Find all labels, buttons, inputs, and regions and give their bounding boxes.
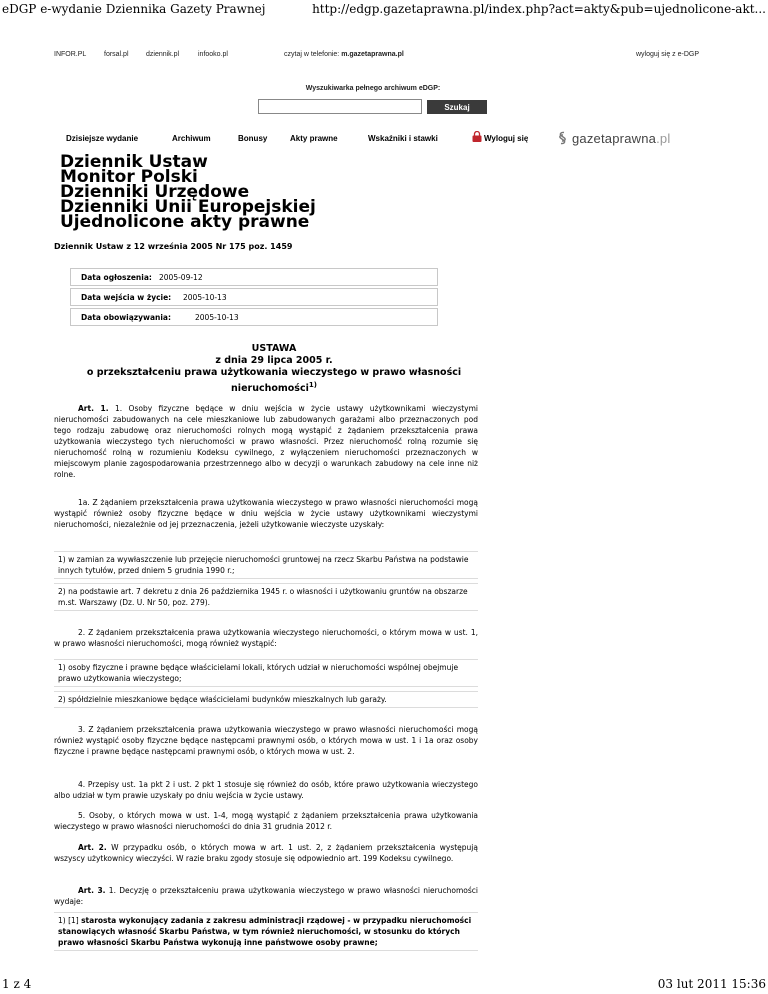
document-title: Dziennik Ustaw z 12 września 2005 Nr 175 poz. 1459 bbox=[54, 242, 293, 251]
art-1-par-1a-point-1 bbox=[54, 551, 478, 579]
art-1-body: 1. Osoby fizyczne będące w dniu wejścia w życie ustawy użytkownikami wieczystymi nieruchomości zabudowanych na cele mieszkaniowe lub zabudowanych garażami albo przeznaczonych pod tego rodzaju zabudowę oraz nieruchomości rolnych mogą wystąpić z żądaniem przekształcenia prawa użytkowania wieczystego tych nieruchomości w prawo własności. Przez nieruchomość rolną rozumie się nieruchomość rolną w rozumieniu Kodeksu cywilnego, z wyłączeniem nieruchomości przeznaczonych w miejscowym planie zagospodarowania przestrzennego albo w decyzji o warunkach zabudowy na cele inne niż rolne. bbox=[54, 404, 478, 479]
mobile-link-site: m.gazetaprawna.pl bbox=[341, 51, 404, 58]
point-text: 1) w zamian za wywłaszczenie lub przejęcie nieruchomości gruntowej na rzecz Skarbu Państwa na podstawie innych tytułów, przed dniem 5 grudnia 1990 r.; bbox=[58, 555, 469, 575]
art-1-label: Art. 1. bbox=[78, 404, 109, 413]
meta-validity-date bbox=[70, 308, 438, 326]
point-text: starosta wykonujący zadania z zakresu administracji rządowej - w przypadku nieruchomości stanowiących własność Skarbu Państwa, w tym również nieruchomości, w stosunku do których prawo własności Skarbu Państwa wykonują inne państwowe osoby prawne; bbox=[58, 916, 472, 947]
art-1-par-1a-point-2 bbox=[54, 583, 478, 611]
print-page-number: 1 z 4 bbox=[2, 977, 32, 991]
art-1-par-2-point-2 bbox=[54, 691, 478, 708]
gazetaprawna-logo[interactable] bbox=[556, 130, 671, 146]
art-1-par-4 bbox=[54, 779, 478, 801]
art-1-par-2 bbox=[54, 627, 478, 649]
print-header bbox=[0, 0, 768, 20]
section-link-dzienniki-ue[interactable]: Dzienniki Unii Europejskiej bbox=[60, 197, 316, 217]
meta-value: 2005-10-13 bbox=[195, 313, 239, 322]
point-prefix: 1) [1] bbox=[58, 916, 82, 925]
meta-effective-date bbox=[70, 288, 438, 306]
nav-todays-edition[interactable]: Dzisiejsze wydanie bbox=[66, 134, 139, 143]
nav-logout[interactable]: Wyloguj się bbox=[484, 134, 529, 143]
nav-archive[interactable]: Archiwum bbox=[172, 134, 211, 143]
link-forsal[interactable]: forsal.pl bbox=[104, 51, 129, 58]
point-text: 2) na podstawie art. 7 dekretu z dnia 26 października 1945 r. o własności i użytkowaniu gruntów na obszarze m.st. Warszawy (Dz. U. Nr 50, poz. 279). bbox=[58, 587, 468, 607]
act-type: USTAWA bbox=[251, 343, 297, 354]
act-title-line-1: o przekształceniu prawa użytkowania wieczystego w prawo własności bbox=[86, 367, 462, 378]
section-link-dziennik-ustaw[interactable]: Dziennik Ustaw bbox=[60, 152, 208, 172]
nav-indicators[interactable]: Wskaźniki i stawki bbox=[368, 134, 438, 143]
act-title-line-2 bbox=[0, 379, 548, 395]
act-date: z dnia 29 lipca 2005 r. bbox=[215, 355, 333, 366]
section-link-monitor-polski[interactable]: Monitor Polski bbox=[60, 167, 198, 187]
act-heading bbox=[0, 343, 548, 395]
art-1-par-4-text: 4. Przepisy ust. 1a pkt 2 i ust. 2 pkt 1 stosuje się również do osób, które prawo użytkowania wieczystego albo udział w tym prawie uzyskały po dniu wejścia w życie ustawy. bbox=[54, 780, 478, 800]
link-infor[interactable]: INFOR.PL bbox=[54, 51, 87, 58]
art-1-par-2-point-1 bbox=[54, 659, 478, 687]
mobile-link[interactable] bbox=[284, 51, 404, 58]
art-2-label: Art. 2. bbox=[78, 843, 107, 852]
print-datetime: 03 lut 2011 15:36 bbox=[657, 977, 766, 991]
art-1-par-3 bbox=[54, 724, 478, 757]
art-1-par-3-text: 3. Z żądaniem przekształcenia prawa użytkowania wieczystego w prawo własności nieruchomości mogą również wystąpić osoby fizyczne będące następcami prawnymi osób, o których mowa w ust. 1 i 1a oraz osoby fizyczne i prawne będące następcami prawnymi osób, o których mowa w ust. 2. bbox=[54, 725, 478, 756]
print-page-title: eDGP e-wydanie Dziennika Gazety Prawnej bbox=[2, 2, 266, 16]
print-footer bbox=[0, 974, 768, 994]
logo-text bbox=[572, 131, 670, 146]
meta-value: 2005-10-13 bbox=[183, 293, 227, 302]
art-1-par-1a-text: 1a. Z żądaniem przekształcenia prawa użytkowania wieczystego w prawo własności nieruchomości mogą wystąpić również osoby fizyczne będące w dniu wejścia w życie ustawy użytkownikami wieczystymi nieruchomości, niezależnie od jej przeznaczenia, jeżeli użytkowanie wieczyste uzyskały: bbox=[54, 498, 478, 529]
art-1-par-1a bbox=[54, 497, 478, 530]
art-1-par-5-text: 5. Osoby, o których mowa w ust. 1-4, mogą wystąpić z żądaniem przekształcenia prawa użytkowania wieczystego w prawo własności nieruchomości do dnia 31 grudnia 2012 r. bbox=[54, 811, 478, 831]
section-link-ujednolicone[interactable]: Ujednolicone akty prawne bbox=[60, 212, 310, 232]
mobile-link-prefix: czytaj w telefonie: bbox=[284, 51, 342, 58]
point-text: 2) spółdzielnie mieszkaniowe będące właścicielami budynków mieszkalnych lub garaży. bbox=[58, 695, 387, 704]
art-3-label: Art. 3. bbox=[78, 886, 106, 895]
logo-text-main: gazetaprawna bbox=[572, 131, 657, 146]
search-button[interactable]: Szukaj bbox=[427, 100, 487, 114]
meta-label: Data ogłoszenia: bbox=[81, 273, 152, 282]
nav-legal-acts[interactable]: Akty prawne bbox=[290, 134, 338, 143]
meta-label: Data obowiązywania: bbox=[81, 313, 171, 322]
search-label: Wyszukiwarka pełnego archiwum eDGP: bbox=[305, 85, 441, 92]
art-3-body: 1. Decyzję o przekształceniu prawa użytkowania wieczystego w prawo własności nieruchomości wydaje: bbox=[54, 886, 478, 906]
art-1-par-5 bbox=[54, 810, 478, 832]
meta-announcement-date bbox=[70, 268, 438, 286]
art-3-par-1-point-1 bbox=[54, 912, 478, 951]
meta-label: Data wejścia w życie: bbox=[81, 293, 172, 302]
link-infooko[interactable]: infooko.pl bbox=[198, 51, 228, 58]
main-nav bbox=[0, 130, 768, 150]
search-row bbox=[258, 99, 488, 115]
point-text: 1) osoby fizyczne i prawne będące właścicielami lokali, których udział w nieruchomości wspólnej obejmuje prawo użytkowania wieczystego; bbox=[58, 663, 459, 683]
art-2-body: W przypadku osób, o których mowa w art. 1 ust. 2, z żądaniem przekształcenia występują wszyscy użytkownicy wieczyści. W razie braku zgody stosuje się odpowiednio art. 199 Kodeksu cywilnego. bbox=[54, 843, 478, 863]
logo-text-tld: .pl bbox=[656, 131, 671, 146]
link-dziennik[interactable]: dziennik.pl bbox=[146, 51, 180, 58]
art-1-par-2-text: 2. Z żądaniem przekształcenia prawa użytkowania wieczystego nieruchomości, o którym mowa w ust. 1, w prawo własności nieruchomości, mogą również wystąpić: bbox=[54, 628, 478, 648]
act-title-line-2-text: nieruchomości bbox=[231, 383, 309, 395]
lock-icon bbox=[472, 131, 482, 142]
nav-bonuses[interactable]: Bonusy bbox=[238, 134, 268, 143]
section-links bbox=[60, 152, 316, 232]
art-2 bbox=[54, 842, 478, 864]
meta-value: 2005-09-12 bbox=[159, 273, 203, 282]
act-footnote-ref[interactable]: 1) bbox=[308, 381, 317, 389]
archive-search bbox=[258, 85, 488, 115]
paragraph-logo-icon bbox=[556, 131, 569, 145]
search-input[interactable] bbox=[258, 99, 422, 114]
art-3-par-1 bbox=[54, 885, 478, 907]
print-url: http://edgp.gazetaprawna.pl/index.php?act=akty&pub=ujednolicone-akt... bbox=[312, 2, 766, 16]
section-link-dzienniki-urzedowe[interactable]: Dzienniki Urzędowe bbox=[60, 182, 250, 202]
logout-edgp-link[interactable]: wyloguj się z e-DGP bbox=[636, 51, 700, 58]
art-1-par-1 bbox=[54, 403, 478, 480]
